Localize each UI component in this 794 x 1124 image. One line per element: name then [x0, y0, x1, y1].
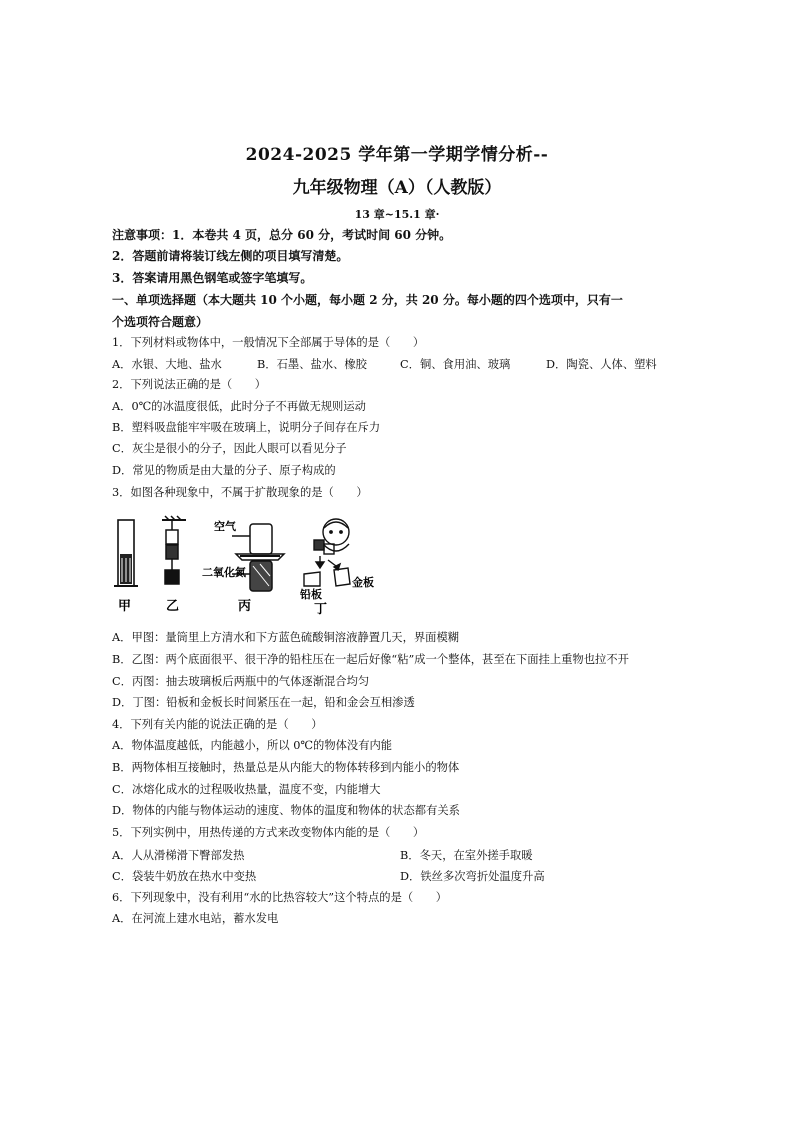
- label-yi: 乙: [166, 599, 180, 614]
- gas-bottles-bing-image: [232, 524, 284, 591]
- q3-stem: 3．如图各种现象中，不属于扩散现象的是（ ）: [112, 486, 368, 499]
- q2-stem: 2．下列说法正确的是（ ）: [112, 378, 267, 391]
- q4-option-a: A．物体温度越低，内能越小，所以 0℃的物体没有内能: [112, 739, 393, 752]
- q6-stem: 6．下列现象中，没有利用“水的比热容较大”这个特点的是（ ）: [112, 891, 448, 904]
- label-bing: 丙: [238, 599, 252, 614]
- note-2: 2．答题前请将装订线左侧的项目填写清楚。: [112, 249, 349, 263]
- section1-heading-line1: 一、单项选择题（本大题共 10 个小题，每小题 2 分，共 20 分。每小题的四个选项中，只有一: [112, 293, 623, 307]
- q5-option-c: C．袋装牛奶放在热水中变热: [112, 870, 257, 883]
- lead-cylinders-yi-image: [162, 516, 186, 584]
- q5-stem: 5．下列实例中，用热传递的方式来改变物体内能的是（ ）: [112, 826, 425, 839]
- q3-option-b: B．乙图：两个底面很平、很干净的铅柱压在一起后好像“粘”成一个整体，甚至在下面挂上重物也拉不开: [112, 653, 629, 666]
- label-ding: 丁: [314, 602, 328, 616]
- q2-option-a: A．0℃的冰温度很低，此时分子不再做无规则运动: [112, 400, 366, 413]
- q1-option-b: B．石墨、盐水、橡胶: [257, 358, 367, 371]
- q4-option-c: C．冰熔化成水的过程吸收热量，温度不变，内能增大: [112, 783, 381, 796]
- cylinder-jia-image: [114, 520, 138, 586]
- label-gold: 金板: [352, 576, 374, 589]
- label-lead: 铅板: [300, 588, 322, 601]
- chapter-range: 13 章~15.1 章·: [354, 208, 440, 221]
- q1-option-c: C．铜、食用油、玻璃: [400, 358, 511, 371]
- q1-stem: 1．下列材料或物体中，一般情况下全部属于导体的是（ ）: [112, 336, 425, 349]
- q1-option-a: A．水银、大地、盐水: [112, 358, 222, 371]
- exam-subtitle: 九年级物理（A）（人教版）: [292, 178, 502, 198]
- label-no2: 二氧化氮: [202, 566, 246, 579]
- q3-option-a: A．甲图：量筒里上方清水和下方蓝色硫酸铜溶液静置几天，界面模糊: [112, 631, 460, 644]
- q5-option-b: B．冬天，在室外搓手取暖: [400, 849, 533, 862]
- label-air: 空气: [214, 520, 236, 533]
- q3-option-c: C．丙图：抽去玻璃板后两瓶中的气体逐渐混合均匀: [112, 675, 370, 688]
- q2-option-b: B．塑料吸盘能牢牢吸在玻璃上，说明分子间存在斥力: [112, 421, 381, 434]
- q5-option-a: A．人从滑梯滑下臀部发热: [112, 849, 245, 862]
- q6-option-a: A．在河流上建水电站，蓄水发电: [112, 912, 279, 925]
- q4-stem: 4．下列有关内能的说法正确的是（ ）: [112, 718, 323, 731]
- q5-option-d: D．铁丝多次弯折处温度升高: [400, 870, 545, 883]
- q2-option-d: D．常见的物质是由大量的分子、原子构成的: [112, 464, 336, 477]
- diffusion-figure: [110, 514, 380, 616]
- exam-title: 2024-2025 学年第一学期学情分析--: [245, 145, 549, 165]
- q3-option-d: D．丁图：铅板和金板长时间紧压在一起，铅和金会互相渗透: [112, 696, 415, 709]
- section1-heading-line2: 个选项符合题意）: [112, 315, 209, 329]
- q1-option-d: D．陶瓷、人体、塑料: [546, 358, 657, 371]
- label-jia: 甲: [118, 599, 132, 614]
- note-1: 注意事项：1．本卷共 4 页，总分 60 分，考试时间 60 分钟。: [112, 228, 452, 242]
- lead-gold-plates-ding-image: [304, 519, 350, 586]
- note-3: 3．答案请用黑色钢笔或签字笔填写。: [112, 271, 313, 285]
- q4-option-d: D．物体的内能与物体运动的速度、物体的温度和物体的状态都有关系: [112, 804, 460, 817]
- q4-option-b: B．两物体相互接触时，热量总是从内能大的物体转移到内能小的物体: [112, 761, 460, 774]
- q2-option-c: C．灰尘是很小的分子，因此人眼可以看见分子: [112, 442, 347, 455]
